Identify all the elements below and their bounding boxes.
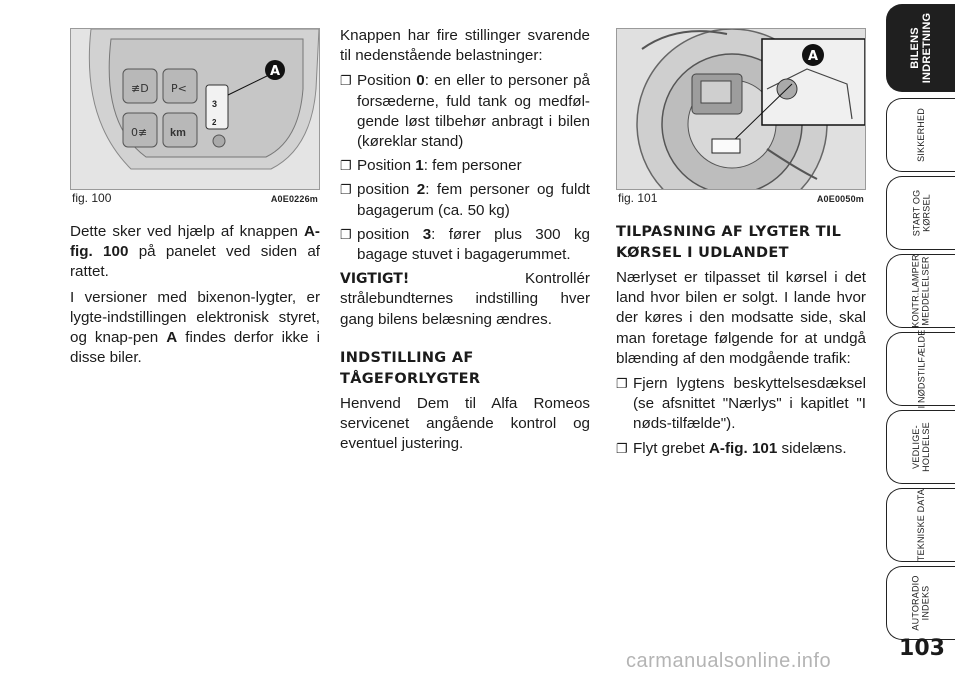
position-number: 2 — [416, 181, 426, 199]
dial-position-2: 2 — [212, 118, 217, 127]
list-item — [340, 71, 590, 152]
tab-label: TEKNISKE DATA — [916, 488, 926, 562]
text-run: Position — [357, 72, 417, 90]
svg-text:≢D: ≢D — [131, 82, 149, 95]
svg-text:P<: P< — [171, 82, 187, 95]
paragraph: Henvend Dem til Alfa Romeos servicenet angående kontrol og eventuel justering. — [340, 394, 590, 453]
button-reference: A — [166, 329, 178, 347]
chapter-tabs — [886, 0, 960, 677]
bullet-box-icon: ❐ — [616, 376, 628, 392]
bullet-box-icon: ❐ — [340, 226, 352, 242]
text-run: position — [357, 181, 417, 199]
paragraph: Knappen har fire stillinger svarende til nedenstående belastninger: — [340, 27, 590, 65]
text-run: på panelet ved siden af rattet. — [70, 243, 320, 281]
bullet-box-icon: ❐ — [340, 73, 352, 89]
figure-101-caption — [618, 191, 864, 205]
column-1 — [70, 222, 320, 373]
tab-start-og-korsel[interactable] — [886, 176, 955, 250]
list-item — [616, 439, 866, 459]
tab-label: I NØDSTILFÆLDE — [916, 329, 926, 409]
text-run: Kontrollér strålebundternes indstilling hver gang bilens belæsning ændres. — [340, 270, 590, 328]
callout-a-label: A — [269, 64, 281, 79]
column-2 — [340, 26, 590, 459]
text-run: Position — [357, 157, 416, 175]
figure-caption-text: fig. 100 — [72, 191, 112, 205]
bullet-box-icon: ❐ — [340, 158, 352, 174]
list-item — [340, 156, 590, 176]
tab-tekniske-data[interactable] — [886, 488, 955, 562]
callout-a-label: A — [807, 49, 819, 64]
figure-101-image — [616, 28, 866, 190]
figure-code: A0E0226m — [270, 194, 318, 204]
bullet-box-icon: ❐ — [340, 182, 352, 198]
tab-vedligeholdelse[interactable] — [886, 410, 955, 484]
paragraph — [70, 288, 320, 369]
paragraph — [70, 222, 320, 283]
dial-position-3: 3 — [212, 99, 218, 109]
figure-100-image — [70, 28, 320, 190]
tab-label: SIKKERHED — [915, 108, 926, 162]
section-heading-fog-lights: INDSTILLING AF TÅGEFORLYGTER — [340, 349, 481, 387]
tab-bilens-indretning[interactable] — [886, 4, 955, 92]
tab-label: START OG KØRSEL — [910, 189, 931, 237]
list-item — [340, 225, 590, 265]
column-3 — [616, 210, 866, 463]
figure-reference: A-fig. 100 — [70, 223, 320, 261]
list-item-text: Fjern lygtens beskyttelsesdæksel (se afsnittet "Nærlys" i kapitlet "I nøds-tilfælde"). — [633, 375, 866, 433]
text-run: Flyt grebet — [633, 439, 709, 457]
section-heading-headlight-adjustment: TILPASNING AF LYGTER TIL KØRSEL I UDLANDET — [616, 224, 842, 261]
list-item — [340, 180, 590, 220]
tab-label: VEDLIGE- HOLDELSE — [911, 422, 931, 472]
page-number: 103 — [899, 636, 945, 661]
position-number: 1 — [415, 157, 424, 175]
text-run: : fem personer — [423, 157, 522, 175]
text-run: : fem personer og fuldt bagagerum (ca. 50 kg) — [357, 181, 590, 219]
tab-kontrollamper[interactable] — [886, 254, 955, 328]
text-run: findes derfor ikke i disse biler. — [70, 329, 320, 367]
tab-i-nodstilfaelde[interactable] — [886, 329, 955, 409]
text-run: position — [357, 225, 423, 243]
tab-autoradio-indeks[interactable] — [886, 566, 955, 640]
figure-100-caption — [72, 191, 318, 205]
text-run: : en eller to personer på forsæderne, fuld tank og medføl-gende løst tilbehør anbragt i bilen (køreklar stand) — [357, 72, 590, 151]
tab-label: AUTORADIO INDEKS — [911, 575, 931, 631]
text-run: sidelæns. — [777, 439, 847, 457]
text-run: : fører plus 300 kg bagage stuvet i bagagerummet. — [357, 225, 590, 264]
text-run: I versioner med bixenon-lygter, er lygte-indstillingen elektronisk styret, og knap-pen — [70, 288, 320, 347]
svg-text:0≢: 0≢ — [131, 126, 148, 139]
figure-reference: A-fig. 101 — [708, 439, 778, 457]
tab-sikkerhed[interactable] — [886, 98, 955, 172]
important-label: VIGTIGT! — [340, 271, 410, 288]
list-item — [616, 374, 866, 435]
important-note — [340, 269, 590, 330]
tab-label: BILENS INDRETNING — [909, 12, 934, 84]
km-button-label: km — [170, 127, 186, 139]
figure-code: A0E0050m — [816, 194, 864, 204]
figure-caption-text: fig. 101 — [618, 191, 658, 205]
bullet-box-icon: ❐ — [616, 440, 628, 456]
paragraph: Nærlyset er tilpasset til kørsel i det land hvor bilen er solgt. I lande hvor der køres i den modsatte side, skal man foretage følgende for at undgå blænding af den modgående trafik: — [616, 269, 866, 367]
text-run: Dette sker ved hjælp af knappen — [70, 223, 304, 240]
position-number: 0 — [416, 72, 425, 90]
watermark-text: carmanualsonline.info — [626, 650, 832, 672]
position-number: 3 — [422, 225, 432, 243]
tab-label: KONTR.LAMPER MEDDELELSER — [911, 254, 932, 328]
